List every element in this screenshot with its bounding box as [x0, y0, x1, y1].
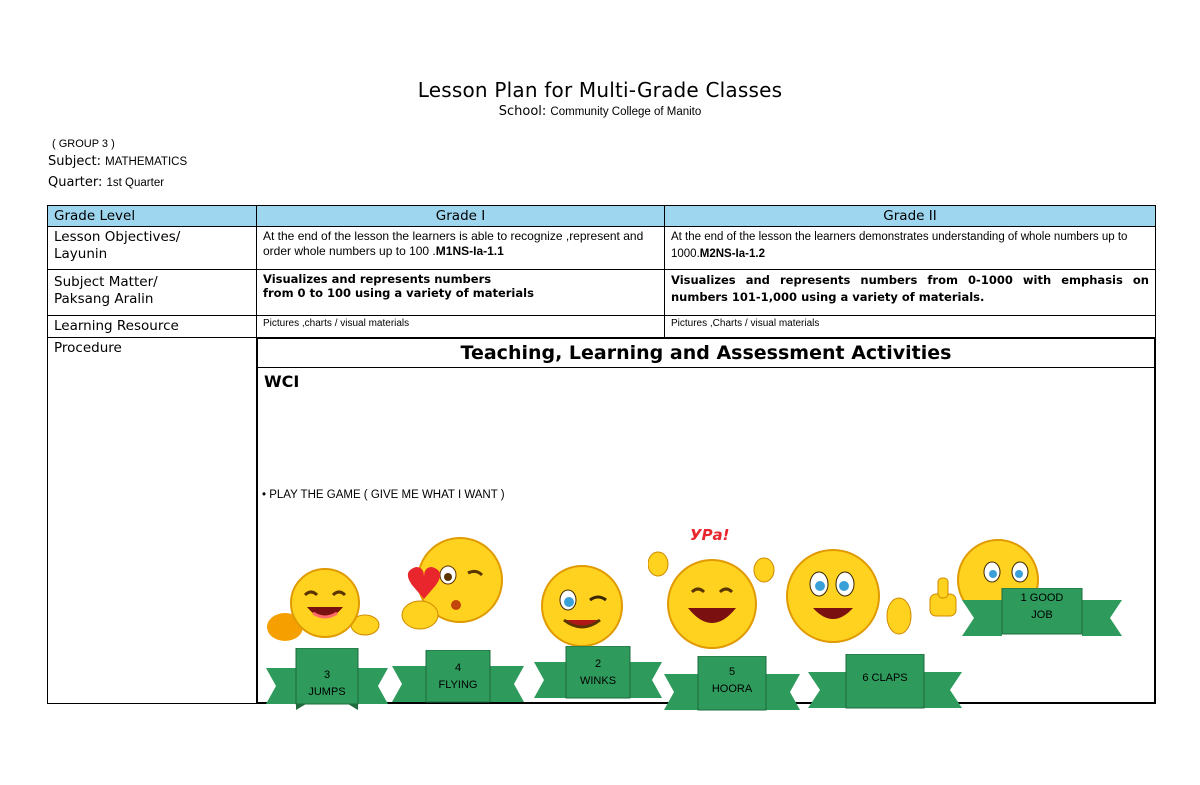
subject-matter-label-line2: Paksang Aralin — [54, 291, 154, 307]
ribbon-3-text: JUMPS — [308, 686, 346, 698]
objectives-label-line2: Layunin — [54, 246, 108, 262]
objectives-label — [48, 227, 257, 270]
wink-emoji-icon — [534, 564, 630, 648]
header-grade-1: Grade I — [257, 206, 665, 227]
subject-matter-g1-line2: from 0 to 100 using a variety of materials — [263, 286, 534, 300]
table-header-row — [48, 206, 1156, 227]
objectives-row — [48, 227, 1156, 270]
group-label: ( GROUP 3 ) — [52, 138, 115, 150]
wci-label: WCI — [264, 372, 300, 391]
ribbon-2-number: 2 — [594, 658, 602, 670]
clapping-emoji-icon — [783, 544, 918, 649]
ribbon-5-text: HOORA — [711, 683, 753, 695]
quarter-value: 1st Quarter — [106, 177, 165, 189]
objectives-label-line1: Lesson Objectives/ — [54, 229, 181, 245]
resource-grade-2: Pictures ,Charts / visual materials — [665, 316, 1156, 338]
laughing-emoji-icon — [265, 565, 385, 647]
ribbon-4-text: FLYING — [438, 679, 478, 691]
school-value: Community College of Manito — [550, 106, 702, 118]
quarter-line — [48, 175, 164, 190]
resource-grade-1: Pictures ,charts / visual materials — [257, 316, 665, 338]
cheering-emoji-icon — [648, 528, 776, 650]
procedure-label: Procedure — [48, 338, 257, 704]
ribbon-6-text: 6 CLAPS — [862, 672, 908, 684]
ribbon-1-number: 1 GOOD — [1020, 592, 1064, 604]
ribbon-4-number: 4 — [454, 662, 462, 674]
resource-label: Learning Resource — [48, 316, 257, 338]
subject-matter-grade-1 — [257, 270, 665, 316]
ribbon-6-label — [846, 670, 924, 687]
cheer-sticker: УРа! — [690, 526, 730, 544]
page-title: Lesson Plan for Multi-Grade Classes — [417, 78, 783, 102]
subject-matter-label — [48, 270, 257, 316]
objectives-grade-1 — [257, 227, 665, 270]
ribbon-3-number: 3 — [323, 669, 331, 681]
ribbon-4-label — [426, 660, 490, 694]
objectives-g1-code: M1NS-Ia-1.1 — [435, 244, 504, 258]
quarter-label: Quarter: — [48, 175, 103, 190]
school-line — [0, 104, 1200, 119]
header-grade-level: Grade Level — [48, 206, 257, 227]
ribbon-2-text: WINKS — [579, 675, 617, 687]
subject-value: MATHEMATICS — [105, 156, 188, 168]
objectives-g1-text: At the end of the lesson the learners is able to recognize ,represent and order whole numbers up to 100 . — [263, 229, 644, 258]
game-instruction: • PLAY THE GAME ( GIVE ME WHAT I WANT ) — [262, 489, 505, 501]
objectives-grade-2 — [665, 227, 1156, 270]
subject-label: Subject: — [48, 154, 101, 169]
header-grade-2: Grade II — [665, 206, 1156, 227]
subject-matter-grade-2: Visualizes and represents numbers from 0-1000 with emphasis on numbers 101-1,000 using a variety of materials. — [665, 270, 1156, 316]
subject-matter-row — [48, 270, 1156, 316]
subject-matter-g1-line1: Visualizes and represents numbers — [263, 272, 492, 286]
ribbon-1-label — [1002, 590, 1082, 624]
objectives-g2-text: At the end of the lesson the learners demonstrates understanding of whole numbers up to 1000. — [671, 231, 1128, 260]
ribbon-5-label — [698, 664, 766, 698]
school-label: School: — [498, 104, 547, 119]
objectives-g2-code: M2NS-Ia-1.2 — [699, 248, 765, 260]
ribbon-2-label — [566, 656, 630, 690]
subject-line — [48, 154, 187, 169]
subject-matter-label-line1: Subject Matter/ — [54, 274, 158, 290]
kiss-emoji-icon — [398, 535, 508, 635]
activities-heading: Teaching, Learning and Assessment Activities — [258, 339, 1155, 368]
resource-row — [48, 316, 1156, 338]
ribbon-1-text: JOB — [1031, 609, 1053, 621]
ribbon-5-number: 5 — [728, 666, 736, 678]
ribbon-3-label — [296, 667, 358, 701]
